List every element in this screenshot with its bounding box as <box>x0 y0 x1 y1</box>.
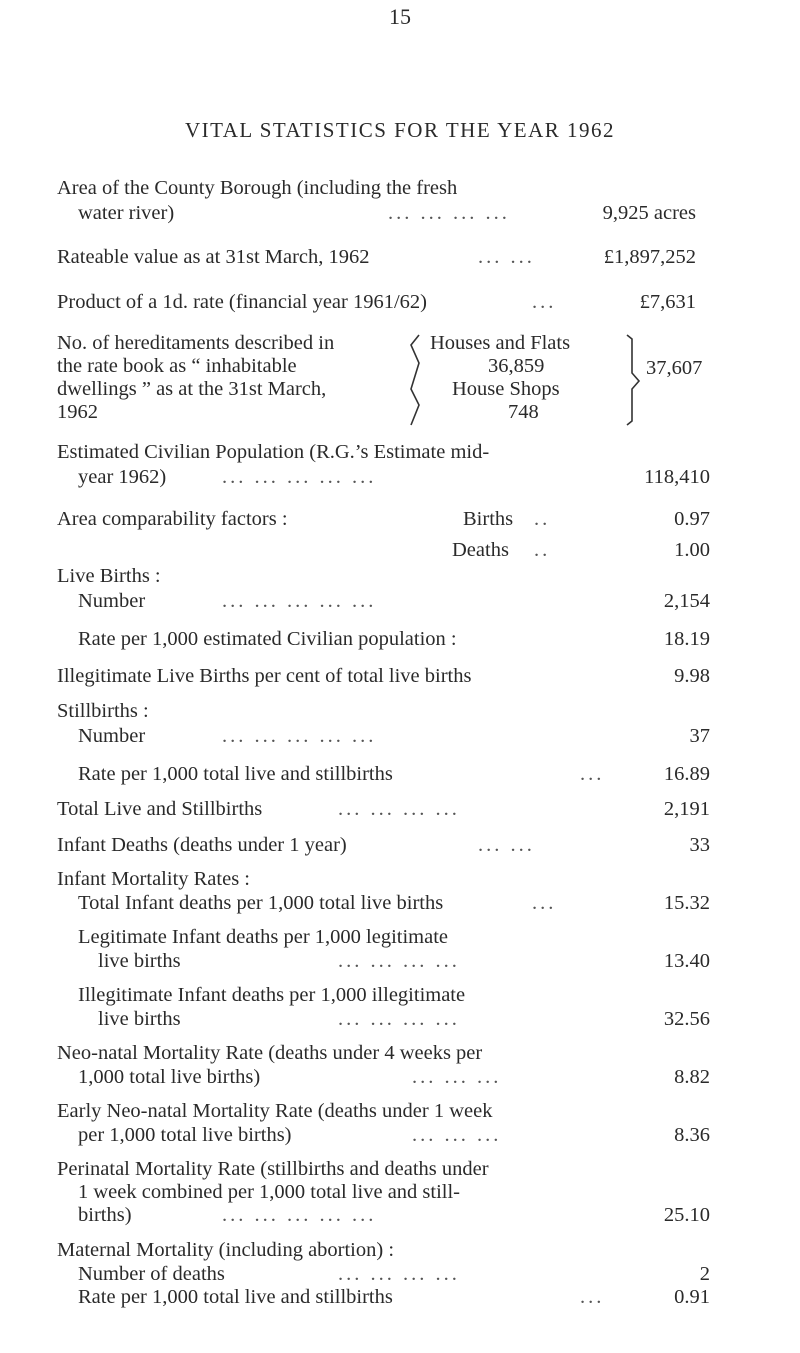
infant-mortality-heading: Infant Mortality Rates : <box>57 868 250 890</box>
live-births-rate-value: 18.19 <box>663 628 710 650</box>
imr-illegitimate-label-cont: live births <box>98 1008 181 1030</box>
stillbirths-rate-value: 16.89 <box>663 763 710 785</box>
right-brace-icon <box>622 333 644 427</box>
imr-total-dots: ... <box>532 892 557 914</box>
imr-illegitimate-value: 32.56 <box>663 1008 710 1030</box>
imr-total-value: 15.32 <box>663 892 710 914</box>
perinatal-label-2: 1 week combined per 1,000 total live and still- <box>78 1181 461 1203</box>
total-live-stillbirths-dots: ... ... ... ... <box>338 798 460 820</box>
imr-legitimate-dots: ... ... ... ... <box>338 950 460 972</box>
stillbirths-rate-label: Rate per 1,000 total live and stillbirths <box>78 763 393 785</box>
houses-flats-value: 36,859 <box>488 355 545 377</box>
neonatal-dots: ... ... ... <box>412 1066 502 1088</box>
houses-flats-label: Houses and Flats <box>430 332 571 354</box>
maternal-mortality-heading: Maternal Mortality (including abortion) : <box>57 1239 395 1261</box>
hereditaments-total: 37,607 <box>646 357 703 379</box>
early-neonatal-dots: ... ... ... <box>412 1124 502 1146</box>
live-births-number-value: 2,154 <box>663 590 710 612</box>
maternal-rate-label: Rate per 1,000 total live and stillbirths <box>78 1286 393 1308</box>
maternal-rate-value: 0.91 <box>674 1286 710 1308</box>
perinatal-value: 25.10 <box>663 1204 710 1226</box>
comparability-deaths-dots: .. <box>534 539 551 561</box>
perinatal-label-3: births) <box>78 1204 132 1226</box>
stillbirths-number-value: 37 <box>689 725 710 747</box>
maternal-deaths-dots: ... ... ... ... <box>338 1263 460 1285</box>
hereditaments-label-2: the rate book as “ inhabitable <box>57 355 297 377</box>
left-brace-icon <box>405 333 425 427</box>
neonatal-label: Neo-natal Mortality Rate (deaths under 4 weeks per <box>57 1042 483 1064</box>
product-leader-dots: ... <box>532 291 557 313</box>
neonatal-label-cont: 1,000 total live births) <box>78 1066 261 1088</box>
maternal-deaths-label: Number of deaths <box>78 1263 225 1285</box>
stillbirths-number-label: Number <box>78 725 146 747</box>
population-leader-dots: ... ... ... ... ... <box>222 466 377 488</box>
population-label: Estimated Civilian Population (R.G.’s Estimate mid- <box>57 441 490 463</box>
hereditaments-label-4: 1962 <box>57 401 98 423</box>
live-births-heading: Live Births : <box>57 565 161 587</box>
rateable-value: £1,897,252 <box>603 246 696 268</box>
product-value: £7,631 <box>639 291 696 313</box>
stillbirths-number-dots: ... ... ... ... ... <box>222 725 377 747</box>
area-value: 9,925 acres <box>602 202 696 224</box>
perinatal-dots: ... ... ... ... ... <box>222 1204 377 1226</box>
house-shops-value: 748 <box>508 401 539 423</box>
total-live-stillbirths-value: 2,191 <box>663 798 710 820</box>
maternal-deaths-value: 2 <box>699 1263 710 1285</box>
page-number: 15 <box>389 4 411 29</box>
total-live-stillbirths-label: Total Live and Stillbirths <box>57 798 263 820</box>
live-births-number-dots: ... ... ... ... ... <box>222 590 377 612</box>
imr-legitimate-label-cont: live births <box>98 950 181 972</box>
illegitimate-births-value: 9.98 <box>674 665 710 687</box>
imr-total-label: Total Infant deaths per 1,000 total live births <box>78 892 444 914</box>
house-shops-label: House Shops <box>452 378 560 400</box>
hereditaments-label: No. of hereditaments described in <box>57 332 335 354</box>
comparability-births-dots: .. <box>534 508 551 530</box>
perinatal-label: Perinatal Mortality Rate (stillbirths and deaths under <box>57 1158 489 1180</box>
comparability-births-label: Births <box>463 508 514 530</box>
rateable-label: Rateable value as at 31st March, 1962 <box>57 246 370 268</box>
imr-illegitimate-label: Illegitimate Infant deaths per 1,000 illegitimate <box>78 984 466 1006</box>
early-neonatal-value: 8.36 <box>674 1124 710 1146</box>
infant-deaths-label: Infant Deaths (deaths under 1 year) <box>57 834 347 856</box>
comparability-label: Area comparability factors : <box>57 508 288 530</box>
area-label-cont: water river) <box>78 202 175 224</box>
early-neonatal-label: Early Neo-natal Mortality Rate (deaths under 1 week <box>57 1100 493 1122</box>
live-births-number-label: Number <box>78 590 146 612</box>
comparability-births-value: 0.97 <box>674 508 710 530</box>
hereditaments-label-3: dwellings ” as at the 31st March, <box>57 378 327 400</box>
stillbirths-rate-dots: ... <box>580 763 605 785</box>
page-title: VITAL STATISTICS FOR THE YEAR 1962 <box>184 118 616 142</box>
product-label: Product of a 1d. rate (financial year 1961/62) <box>57 291 428 313</box>
infant-deaths-dots: ... ... <box>478 834 535 856</box>
maternal-rate-dots: ... <box>580 1286 605 1308</box>
stillbirths-heading: Stillbirths : <box>57 700 149 722</box>
illegitimate-births-label: Illegitimate Live Births per cent of total live births <box>57 665 472 687</box>
live-births-rate-label: Rate per 1,000 estimated Civilian population : <box>78 628 457 650</box>
imr-legitimate-value: 13.40 <box>663 950 710 972</box>
neonatal-value: 8.82 <box>674 1066 710 1088</box>
early-neonatal-label-cont: per 1,000 total live births) <box>78 1124 292 1146</box>
population-label-cont: year 1962) <box>78 466 167 488</box>
comparability-deaths-label: Deaths <box>452 539 509 561</box>
imr-illegitimate-dots: ... ... ... ... <box>338 1008 460 1030</box>
rateable-leader-dots: ... ... <box>478 246 535 268</box>
infant-deaths-value: 33 <box>689 834 710 856</box>
area-leader-dots: ... ... ... ... <box>388 202 510 224</box>
comparability-deaths-value: 1.00 <box>674 539 710 561</box>
population-value: 118,410 <box>644 466 710 488</box>
imr-legitimate-label: Legitimate Infant deaths per 1,000 legitimate <box>78 926 449 948</box>
area-label: Area of the County Borough (including the fresh <box>57 177 458 199</box>
